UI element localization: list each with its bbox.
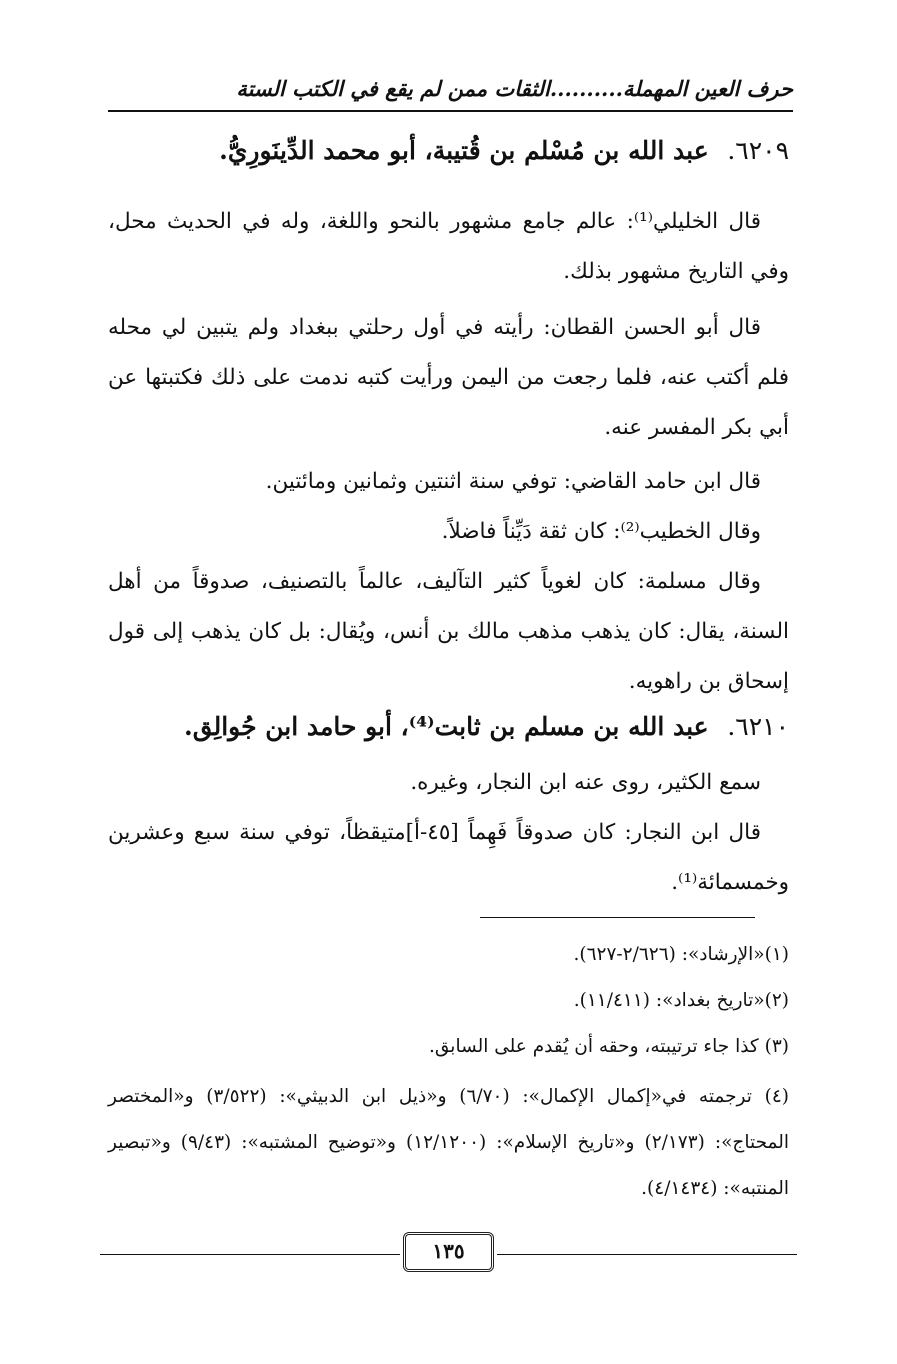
footer-rule-right	[497, 1254, 797, 1255]
paragraph: سمع الكثير، روى عنه ابن النجار، وغيره.	[410, 770, 761, 795]
entry-number: ٦٢١٠.	[727, 712, 789, 741]
entry-title-6210	[108, 712, 789, 741]
page-number: ١٣٥	[403, 1232, 494, 1272]
paragraph: قال ابن النجار: كان صدوقاً فَهِماً [٤٥-أ]متيقظاً، توفي سنة سبع وعشرين وخمسمائة⁽¹⁾.	[108, 820, 789, 895]
entry-name: عبد الله بن مُسْلم بن قُتيبة، أبو محمد الدِّينَورِيُّ.	[219, 136, 709, 165]
footnote-3: (٣) كذا جاء ترتيبته، وحقه أن يُقدم على السابق.	[429, 1036, 789, 1057]
paragraph: وقال مسلمة: كان لغوياً كثير التآليف، عالماً بالتصنيف، صدوقاً من أهل السنة، يقال: كان يذهب مذهب مالك بن أنس، ويُقال: بل كان يذهب إلى قول إسحاق بن راهويه.	[108, 569, 789, 694]
footnote-separator	[480, 917, 755, 918]
paragraph: وقال الخطيب⁽²⁾: كان ثقة دَيِّناً فاضلاً.	[441, 519, 761, 544]
page-footer	[100, 1232, 797, 1268]
entry-title-6209	[108, 136, 789, 165]
header-rule	[108, 110, 793, 112]
footnote-4: (٤) ترجمته في«إكمال الإكمال»: (٦/٧٠) و«ذيل ابن الدبيثي»: (٣/٥٢٢) و«المختصر المحتاج»: (٢/١٧٣) و«تاريخ الإسلام»: (١٢/١٢٠٠) و«توضيح المشتبه»: (٩/٤٣) و«تبصير المنتبه»: (٤/١٤٣٤).	[108, 1086, 789, 1199]
paragraph: قال ابن حامد القاضي: توفي سنة اثنتين وثمانين ومائتين.	[265, 469, 761, 494]
paragraph: قال الخليلي⁽¹⁾: عالم جامع مشهور بالنحو واللغة، وله في الحديث محل، وفي التاريخ مشهور بذلك.	[108, 209, 789, 284]
entry-number: ٦٢٠٩.	[727, 136, 789, 165]
footnote-1: (١)«الإرشاد»: (٢/٦٢٦-٦٢٧).	[573, 944, 789, 965]
footer-rule-left	[100, 1254, 400, 1255]
footnote-2: (٢)«تاريخ بغداد»: (١١/٤١١).	[573, 990, 789, 1011]
running-header: حرف العين المهملة..........الثقات ممن لم يقع في الكتب الستة	[236, 76, 793, 101]
entry-name: عبد الله بن مسلم بن ثابت⁽⁴⁾، أبو حامد ابن جُوالِق.	[184, 712, 709, 741]
paragraph: قال أبو الحسن القطان: رأيته في أول رحلتي ببغداد ولم يتبين لي محله فلم أكتب عنه، فلما رجعت من اليمن ورأيت كتبه ندمت على ذلك فكتبتها عن أبي بكر المفسر عنه.	[108, 315, 789, 440]
